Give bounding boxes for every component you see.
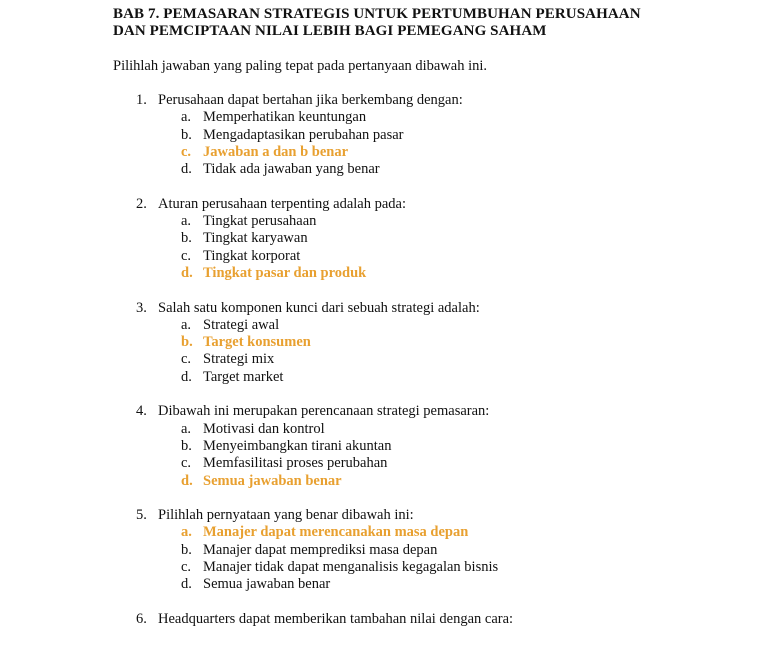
question-label: Pilihlah pernyataan yang benar dibawah ini: [158,507,414,524]
question-number: 4. [136,403,147,420]
option-letter: d. [181,161,192,178]
option-text: Target market [203,368,284,385]
option-letter: c. [181,351,192,368]
option-text: Mengadaptasikan perubahan pasar [203,126,404,143]
option-text: Memperhatikan keuntungan [203,109,367,126]
option-letter: b. [181,437,192,454]
answer-option [0,127,768,144]
question-label: Salah satu komponen kunci dari sebuah strategi adalah: [158,299,480,316]
option-letter: c. [181,247,192,264]
answer-option [0,109,768,126]
question-text [0,507,768,524]
question [0,507,768,593]
question [0,611,768,628]
answer-option [0,576,768,593]
option-text: Menyeimbangkan tirani akuntan [203,437,392,454]
answer-option [0,161,768,178]
option-text: Manajer dapat merencanakan masa depan [203,524,469,541]
option-letter: a. [181,109,192,126]
option-letter: d. [181,264,193,281]
option-text: Semua jawaban benar [203,576,331,593]
option-text: Strategi awal [203,316,280,333]
option-text: Tingkat karyawan [203,230,308,247]
answer-option [0,248,768,265]
question-text [0,300,768,317]
option-letter: a. [181,420,192,437]
question-number: 1. [136,92,147,108]
answer-option-correct [0,473,768,490]
document-title [113,6,641,40]
question-number: 3. [136,299,147,316]
answer-option [0,317,768,334]
answer-option [0,559,768,576]
option-letter: a. [181,524,192,541]
option-letter: b. [181,541,192,558]
question-number: 5. [136,507,147,524]
question-text [0,92,768,109]
option-letter: c. [181,455,192,472]
option-text: Manajer tidak dapat menganalisis kegagalan bisnis [203,559,499,576]
option-letter: a. [181,213,192,230]
option-letter: a. [181,316,192,333]
answer-option [0,421,768,438]
answer-option-correct [0,334,768,351]
question-text [0,403,768,420]
option-letter: c. [181,559,192,576]
option-text: Jawaban a dan b benar [203,143,349,160]
question-text [0,196,768,213]
answer-option [0,230,768,247]
answer-option-correct [0,524,768,541]
question-text [0,611,768,628]
answer-option [0,213,768,230]
answer-option [0,455,768,472]
question [0,300,768,386]
question [0,92,768,178]
question [0,196,768,282]
option-text: Tidak ada jawaban yang benar [203,161,380,178]
answer-option [0,542,768,559]
answer-option-correct [0,144,768,161]
question-number: 2. [136,195,147,212]
option-letter: d. [181,472,193,489]
question [0,403,768,489]
question-number: 6. [136,610,147,627]
answer-option-correct [0,265,768,282]
title-line-2: DAN PEMCIPTAAN NILAI LEBIH BAGI PEMEGANG SAHAM [113,23,547,39]
option-text: Tingkat perusahaan [203,213,317,230]
option-text: Manajer dapat memprediksi masa depan [203,541,438,558]
question-list [0,92,768,646]
option-letter: d. [181,368,192,385]
question-label: Headquarters dapat memberikan tambahan nilai dengan cara: [158,610,514,627]
option-letter: b. [181,334,193,351]
question-label: Dibawah ini merupakan perencanaan strategi pemasaran: [158,403,490,420]
option-text: Target konsumen [203,334,311,351]
option-text: Semua jawaban benar [203,472,342,489]
option-letter: d. [181,576,192,593]
instructions: Pilihlah jawaban yang paling tepat pada pertanyaan dibawah ini. [113,58,488,74]
option-text: Motivasi dan kontrol [203,420,325,437]
option-letter: c. [181,143,192,160]
answer-option [0,438,768,455]
option-letter: b. [181,230,192,247]
title-line-1: BAB 7. PEMASARAN STRATEGIS UNTUK PERTUMBUHAN PERUSAHAAN [113,6,641,22]
option-text: Memfasilitasi proses perubahan [203,455,388,472]
question-label: Perusahaan dapat bertahan jika berkembang dengan: [158,92,463,108]
answer-option [0,351,768,368]
option-text: Tingkat pasar dan produk [203,264,367,281]
option-text: Strategi mix [203,351,275,368]
answer-option [0,369,768,386]
question-label: Aturan perusahaan terpenting adalah pada: [158,195,407,212]
option-letter: b. [181,126,192,143]
option-text: Tingkat korporat [203,247,301,264]
